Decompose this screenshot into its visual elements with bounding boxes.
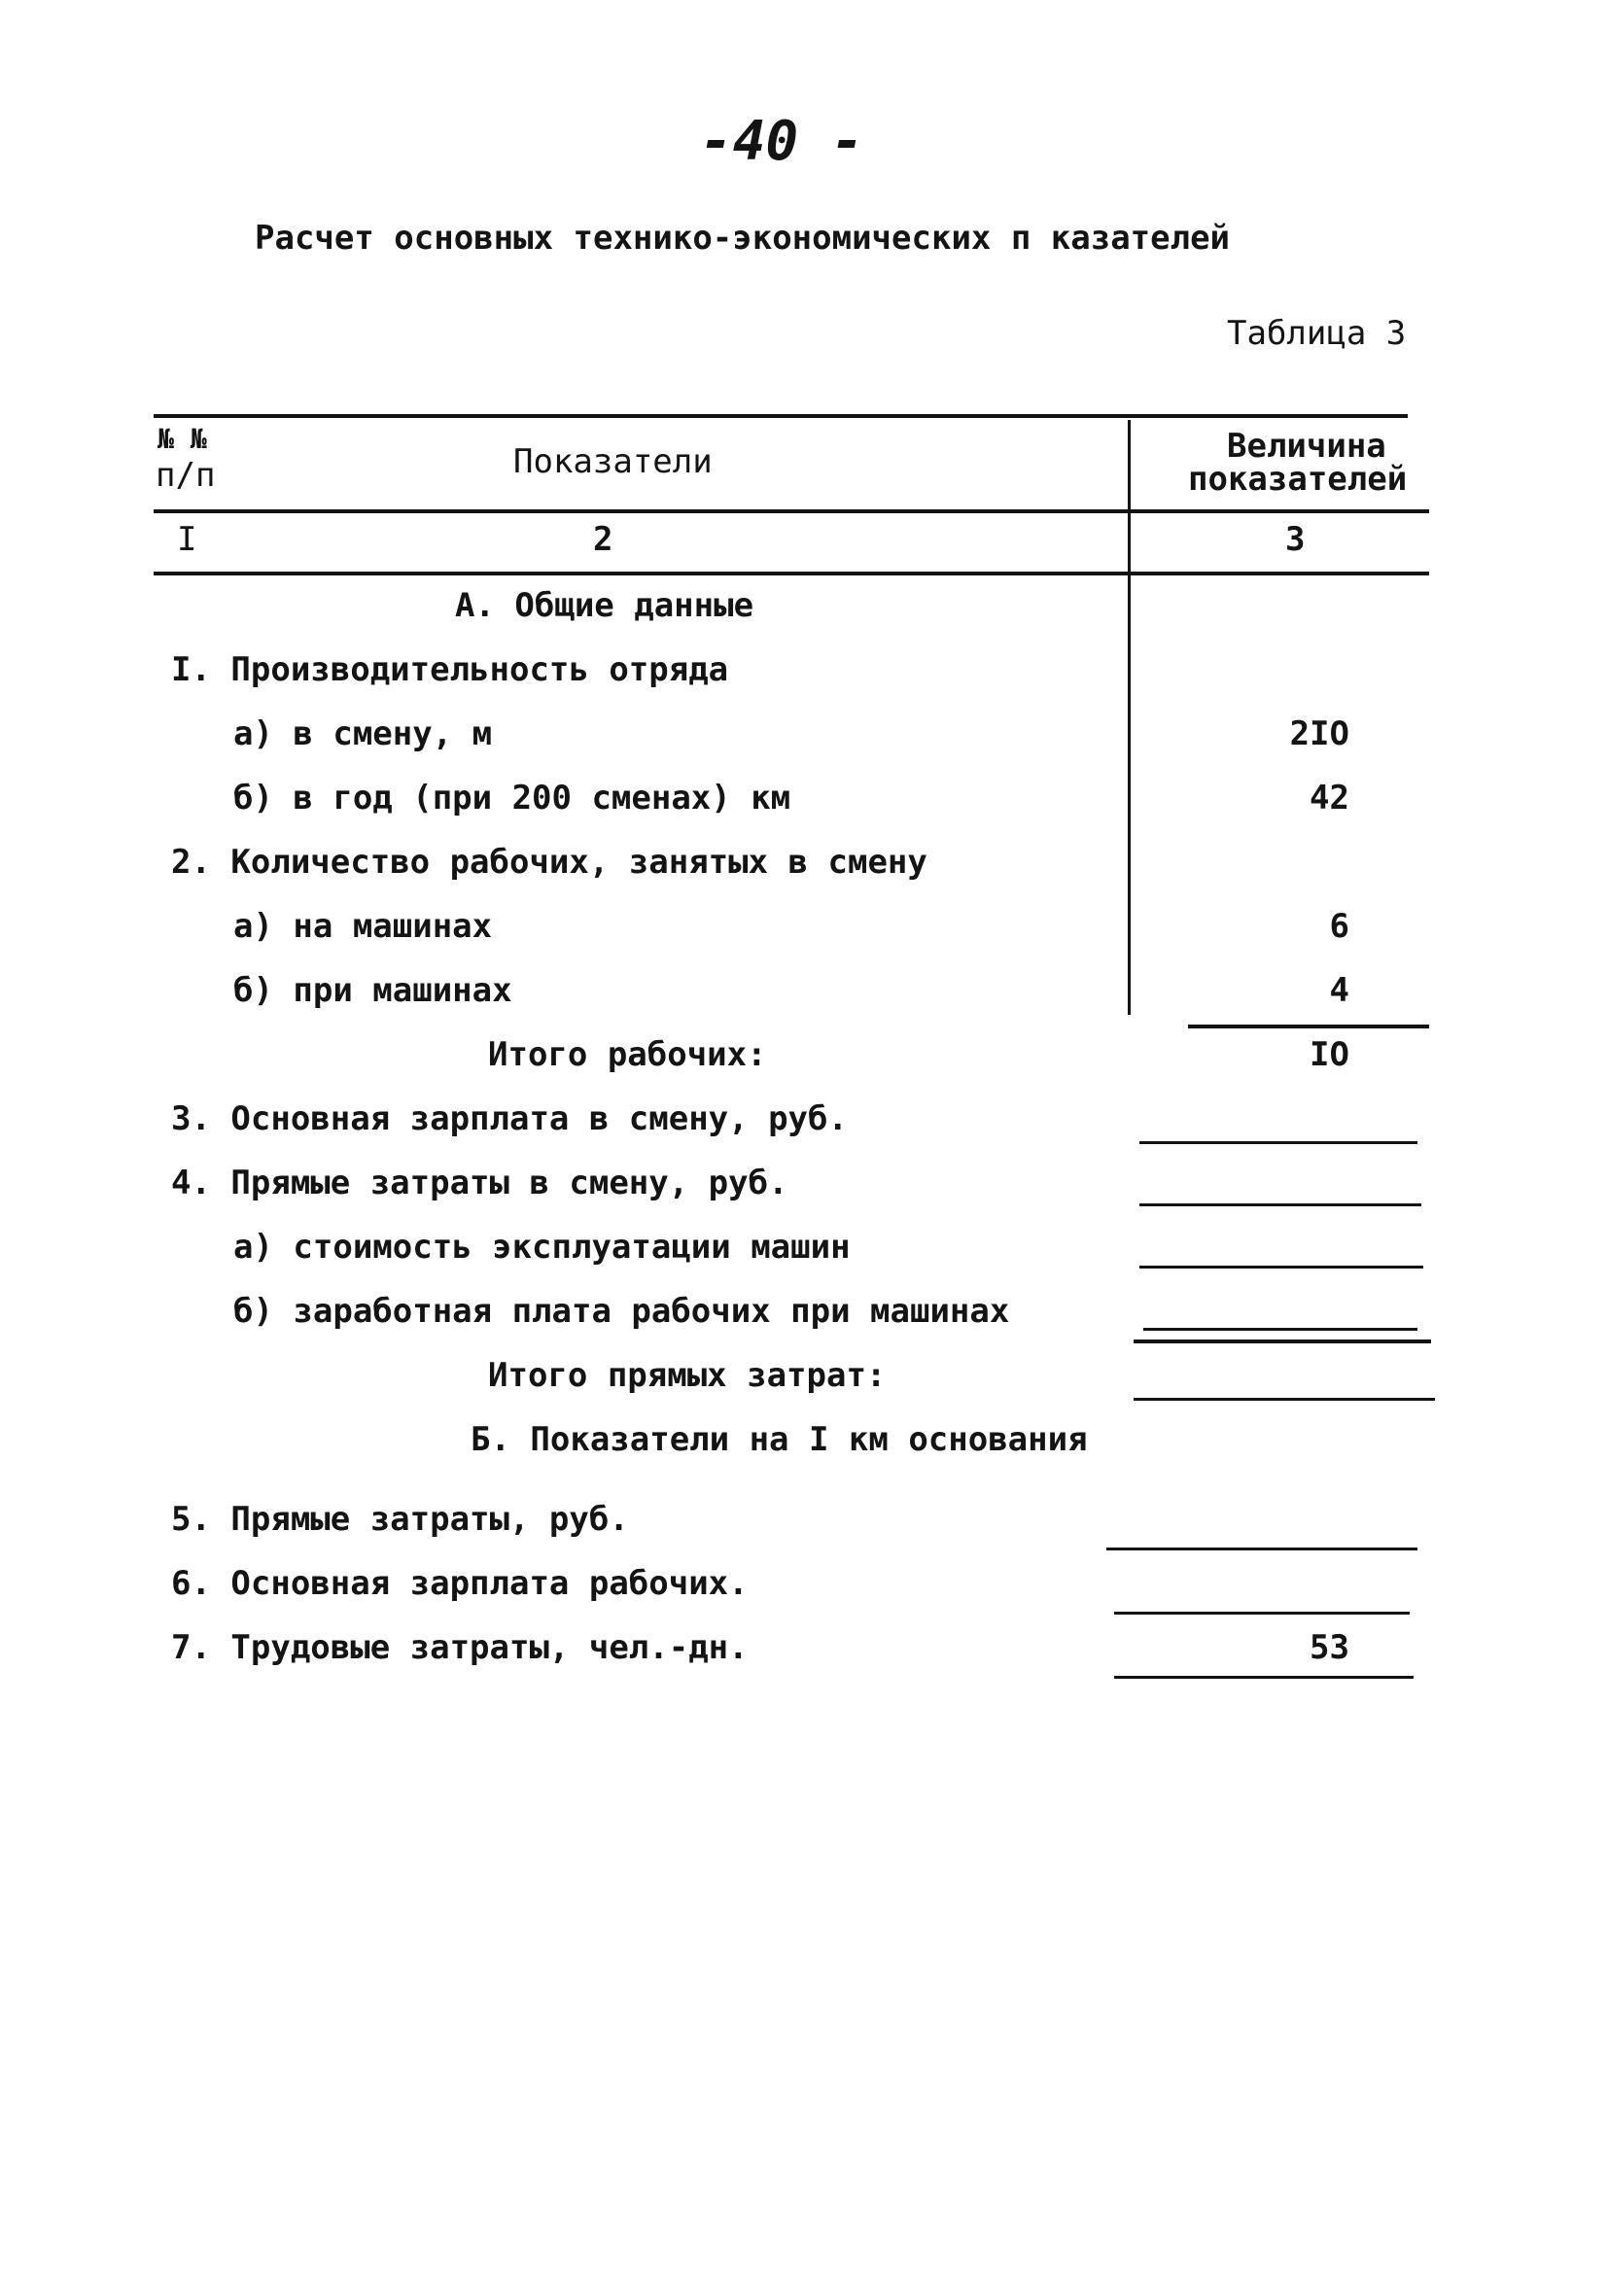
- row-value: 2IO: [1289, 714, 1349, 753]
- value-blank-line: [1143, 1328, 1417, 1331]
- values-block-bottom-rule: [1188, 1025, 1429, 1028]
- row-value: 6: [1329, 907, 1349, 946]
- header-value-line2: показателей: [1188, 460, 1408, 499]
- value-blank-line: [1134, 1398, 1435, 1401]
- row-label: б) в год (при 200 сменах) км: [233, 779, 791, 818]
- value-blank-line: [1139, 1203, 1421, 1206]
- section-b-heading: Б. Показатели на I км основания: [471, 1420, 1088, 1459]
- value-blank-line: [1139, 1141, 1417, 1144]
- column-number-2: 2: [593, 520, 613, 559]
- header-indicators: Показатели: [513, 442, 713, 481]
- table-label: Таблица 3: [1227, 314, 1407, 353]
- header-bottom-rule: [154, 509, 1429, 513]
- row-label: 2. Количество рабочих, занятых в смену: [171, 843, 927, 882]
- section-a-heading: А. Общие данные: [455, 586, 754, 625]
- row-label: а) в смену, м: [233, 714, 493, 753]
- row-label: а) на машинах: [233, 907, 493, 946]
- value-blank-line: [1106, 1548, 1417, 1550]
- total-workers-label: Итого рабочих:: [488, 1035, 767, 1074]
- total-direct-costs-label: Итого прямых затрат:: [488, 1356, 887, 1395]
- header-number-label: п/п: [156, 456, 216, 495]
- total-workers-value: IO: [1310, 1035, 1349, 1074]
- header-number-mark: № №: [157, 423, 207, 455]
- value-blank-line: [1114, 1676, 1414, 1679]
- row-label: 6. Основная зарплата рабочих.: [171, 1564, 749, 1603]
- direct-costs-total-rule: [1134, 1339, 1431, 1343]
- row-label: а) стоимость эксплуатации машин: [233, 1228, 851, 1267]
- row-label: 3. Основная зарплата в смену, руб.: [171, 1099, 848, 1138]
- column-numbers-bottom-rule: [154, 572, 1429, 575]
- row-label: 7. Трудовые затраты, чел.-дн.: [171, 1628, 749, 1667]
- row-value: 4: [1329, 971, 1349, 1010]
- row-label: I. Производительность отряда: [171, 650, 729, 689]
- row-label: б) заработная плата рабочих при машинах: [233, 1292, 1010, 1331]
- column-number-1: I: [177, 520, 197, 559]
- labor-costs-value: 53: [1310, 1628, 1349, 1667]
- row-label: 5. Прямые затраты, руб.: [171, 1500, 629, 1539]
- page-number: -40 -: [700, 110, 864, 173]
- row-label: 4. Прямые затраты в смену, руб.: [171, 1164, 788, 1202]
- value-blank-line: [1139, 1266, 1423, 1269]
- row-label: б) при машинах: [233, 971, 512, 1010]
- value-blank-line: [1114, 1612, 1410, 1615]
- header-value-line1: Величина: [1227, 427, 1386, 466]
- row-value: 42: [1310, 779, 1349, 818]
- column-number-3: 3: [1285, 520, 1306, 559]
- values-column-divider: [1128, 420, 1131, 1015]
- document-title: Расчет основных технико-экономических п казателей: [255, 219, 1231, 258]
- table-top-rule: [154, 414, 1408, 418]
